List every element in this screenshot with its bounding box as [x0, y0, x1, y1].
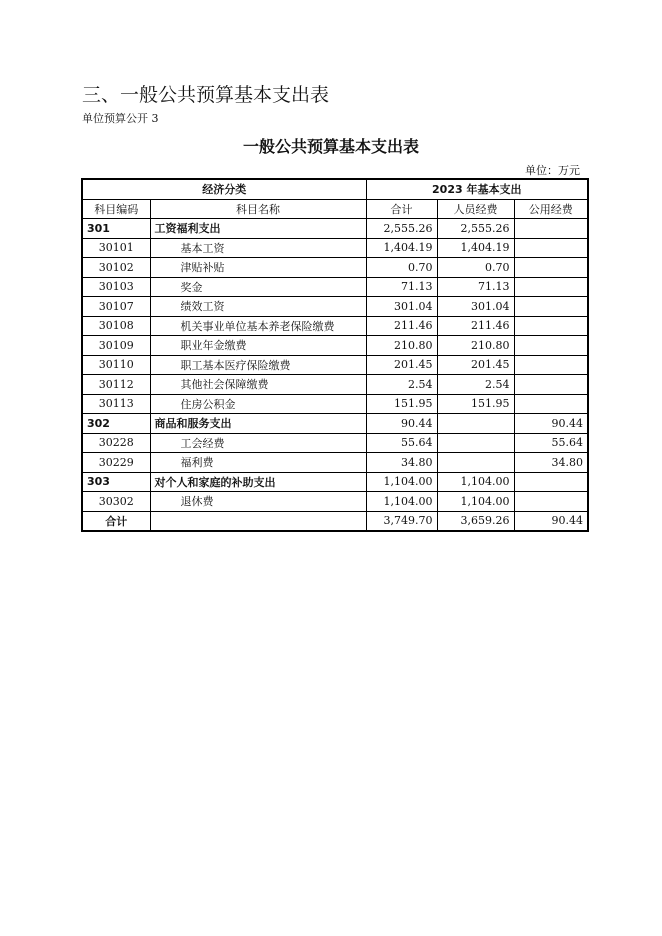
row-name: 职业年金缴费: [150, 336, 366, 356]
row-public: 34.80: [514, 453, 588, 473]
row-personnel: 211.46: [437, 316, 514, 336]
row-public: [514, 355, 588, 375]
header-total: 合计: [366, 199, 437, 219]
row-code: 30302: [82, 492, 150, 512]
total-row: [82, 511, 588, 531]
row-code: 30228: [82, 433, 150, 453]
header-code: 科目编码: [82, 199, 150, 219]
table-row: [82, 492, 588, 512]
row-name: 商品和服务支出: [150, 414, 366, 434]
row-code: 30108: [82, 316, 150, 336]
row-personnel: 1,104.00: [437, 492, 514, 512]
table-row: [82, 355, 588, 375]
row-personnel: 71.13: [437, 277, 514, 297]
row-personnel: 1,404.19: [437, 238, 514, 258]
header-personnel: 人员经费: [437, 199, 514, 219]
table-row: [82, 258, 588, 278]
header-basic-expenditure: 2023 年基本支出: [366, 179, 588, 199]
row-public: [514, 472, 588, 492]
row-public: [514, 219, 588, 239]
row-public: [514, 238, 588, 258]
header-row-group: [82, 179, 588, 199]
row-code: 30110: [82, 355, 150, 375]
row-name: 其他社会保障缴费: [150, 375, 366, 395]
row-public: [514, 297, 588, 317]
table-row: [82, 219, 588, 239]
table-title: 一般公共预算基本支出表: [242, 137, 419, 156]
table-row: [82, 238, 588, 258]
row-name: 对个人和家庭的补助支出: [150, 472, 366, 492]
row-total: 0.70: [366, 258, 437, 278]
row-total: 211.46: [366, 316, 437, 336]
row-code: 30107: [82, 297, 150, 317]
row-public: [514, 336, 588, 356]
total-total: 3,749.70: [366, 511, 437, 531]
row-code: 303: [82, 472, 150, 492]
row-name: 机关事业单位基本养老保险缴费: [150, 316, 366, 336]
row-total: 301.04: [366, 297, 437, 317]
table-row: [82, 433, 588, 453]
row-personnel: 301.04: [437, 297, 514, 317]
row-personnel: 210.80: [437, 336, 514, 356]
row-total: 90.44: [366, 414, 437, 434]
row-total: 34.80: [366, 453, 437, 473]
row-name: 工会经费: [150, 433, 366, 453]
row-personnel: 1,104.00: [437, 472, 514, 492]
total-public: 90.44: [514, 511, 588, 531]
row-code: 30101: [82, 238, 150, 258]
row-total: 151.95: [366, 394, 437, 414]
row-name: 津贴补贴: [150, 258, 366, 278]
row-total: 201.45: [366, 355, 437, 375]
row-personnel: 151.95: [437, 394, 514, 414]
row-name: 奖金: [150, 277, 366, 297]
header-row-columns: [82, 199, 588, 219]
row-name: 退休费: [150, 492, 366, 512]
row-name: 绩效工资: [150, 297, 366, 317]
table-row: [82, 472, 588, 492]
table-row: [82, 453, 588, 473]
row-total: 2.54: [366, 375, 437, 395]
total-name-empty: [150, 511, 366, 531]
table-row: [82, 316, 588, 336]
row-total: 2,555.26: [366, 219, 437, 239]
row-code: 301: [82, 219, 150, 239]
subheading: 单位预算公开 3: [82, 112, 159, 125]
row-code: 30109: [82, 336, 150, 356]
budget-table: [81, 178, 589, 532]
row-public: [514, 258, 588, 278]
row-public: [514, 316, 588, 336]
table-row: [82, 375, 588, 395]
table-row: [82, 336, 588, 356]
row-name: 福利费: [150, 453, 366, 473]
row-personnel: 2.54: [437, 375, 514, 395]
row-public: [514, 492, 588, 512]
header-public: 公用经费: [514, 199, 588, 219]
total-label: 合计: [82, 511, 150, 531]
header-economic-class: 经济分类: [82, 179, 366, 199]
row-name: 基本工资: [150, 238, 366, 258]
table-row: [82, 414, 588, 434]
row-public: [514, 277, 588, 297]
unit-label: 单位：万元: [525, 164, 580, 177]
row-public: [514, 375, 588, 395]
total-personnel: 3,659.26: [437, 511, 514, 531]
row-public: 90.44: [514, 414, 588, 434]
row-code: 30103: [82, 277, 150, 297]
row-personnel: [437, 433, 514, 453]
table-row: [82, 394, 588, 414]
row-name: 职工基本医疗保险缴费: [150, 355, 366, 375]
table-row: [82, 297, 588, 317]
row-total: 1,404.19: [366, 238, 437, 258]
row-public: [514, 394, 588, 414]
row-personnel: 0.70: [437, 258, 514, 278]
row-personnel: [437, 414, 514, 434]
row-total: 210.80: [366, 336, 437, 356]
row-code: 30229: [82, 453, 150, 473]
row-personnel: [437, 453, 514, 473]
row-code: 302: [82, 414, 150, 434]
row-name: 工资福利支出: [150, 219, 366, 239]
row-personnel: 2,555.26: [437, 219, 514, 239]
section-heading: 三、一般公共预算基本支出表: [82, 84, 330, 106]
row-total: 1,104.00: [366, 492, 437, 512]
row-total: 1,104.00: [366, 472, 437, 492]
row-name: 住房公积金: [150, 394, 366, 414]
row-code: 30112: [82, 375, 150, 395]
row-code: 30102: [82, 258, 150, 278]
row-total: 55.64: [366, 433, 437, 453]
row-personnel: 201.45: [437, 355, 514, 375]
row-public: 55.64: [514, 433, 588, 453]
row-code: 30113: [82, 394, 150, 414]
header-name: 科目名称: [150, 199, 366, 219]
table-row: [82, 277, 588, 297]
row-total: 71.13: [366, 277, 437, 297]
